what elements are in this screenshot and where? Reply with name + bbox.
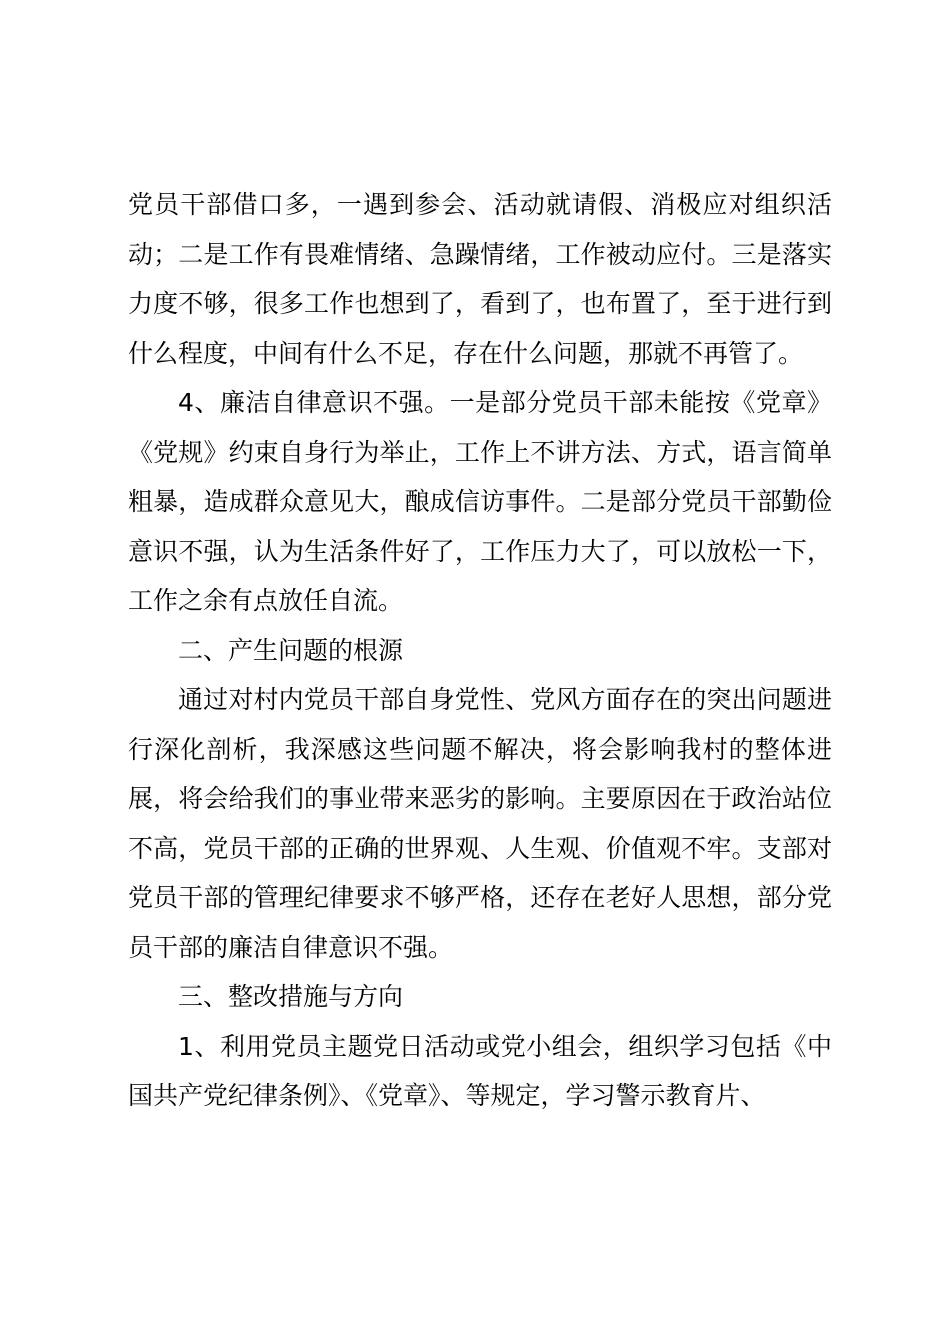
paragraph-continuation: 党员干部借口多，一遇到参会、活动就请假、消极应对组织活动；二是工作有畏难情绪、急躁情绪，工作被动应付。三是落实力度不够，很多工作也想到了，看到了，也布置了，至于进行到什么程度，中间有什么不足，存在什么问题，那就不再管了。 — [128, 190, 832, 368]
paragraph-root-causes: 通过对村内党员干部自身党性、党风方面存在的突出问题进行深化剖析，我深感这些问题不解决，将会影响我村的整体进展，将会给我们的事业带来恶劣的影响。主要原因在于政治站位不高，党员干部的正确的世界观、人生观、价值观不牢。支部对党员干部的管理纪律要求不够严格，还存在老好人思想，部分党员干部的廉洁自律意识不强。 — [128, 685, 832, 962]
paragraph-integrity-issue: 4、廉洁自律意识不强。一是部分党员干部未能按《党章》《党规》约束自身行为举止，工作上不讲方法、方式，语言简单粗暴，造成群众意见大，酿成信访事件。二是部分党员干部勤俭意识不强，认为生活条件好了，工作压力大了，可以放松一下，工作之余有点放任自流。 — [128, 388, 832, 615]
section-heading-rectification: 三、整改措施与方向 — [178, 982, 404, 1011]
paragraph-rectification-1: 1、利用党员主题党日活动或党小组会，组织学习包括《中国共产党纪律条例》、《党章》、等规定，学习警示教育片、 — [128, 1031, 832, 1110]
document-body — [128, 180, 832, 1121]
section-heading-root-causes: 二、产生问题的根源 — [178, 635, 404, 665]
